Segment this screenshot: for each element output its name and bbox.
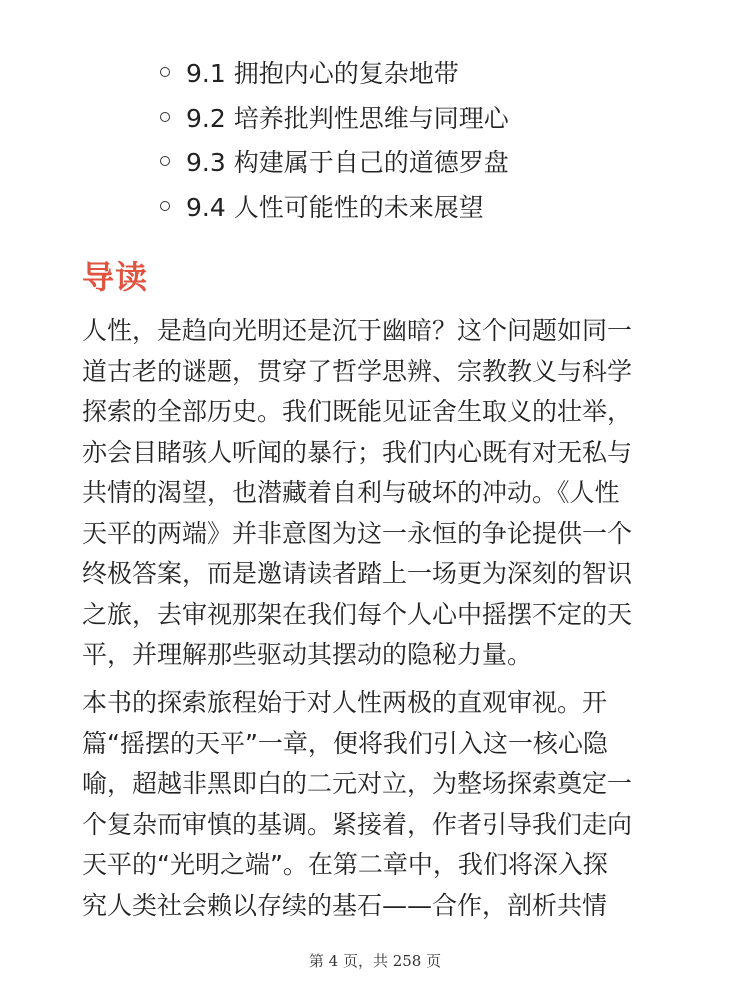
page-number-footer: 第 4 页，共 258 页 [308, 952, 442, 970]
text-line: 平，并理解那些驱动其摆动的隐秘力量。 [82, 640, 533, 669]
toc-item[interactable] [160, 184, 509, 229]
text-line: 天平的两端》并非意图为这一永恒的争论提供一个 [82, 518, 633, 548]
table-of-contents [160, 50, 509, 228]
text-line: 道古老的谜题，贯穿了哲学思辨、宗教教义与科学 [82, 356, 633, 386]
toc-item-label: 9.2 培养批判性思维与同理心 [186, 103, 509, 133]
text-line: 人性，是趋向光明还是沉于幽暗？这个问题如同一 [82, 316, 633, 345]
circle-bullet-icon [160, 201, 170, 211]
text-line: 个复杂而审慎的基调。紧接着，作者引导我们走向 [82, 809, 633, 839]
toc-item-label: 9.4 人性可能性的未来展望 [186, 192, 484, 222]
text-line: 之旅，去审视那架在我们每个人心中摇摆不定的天 [82, 599, 633, 629]
toc-item[interactable] [160, 50, 509, 95]
toc-item-label: 9.1 拥抱内心的复杂地带 [186, 59, 459, 89]
toc-item[interactable] [160, 139, 509, 184]
section-heading: 导读 [82, 258, 149, 296]
text-line: 天平的“光明之端”。在第二章中，我们将深入探 [82, 850, 608, 879]
circle-bullet-icon [160, 156, 170, 166]
text-line: 共情的渴望，也潜藏着自利与破坏的冲动。《人性 [82, 478, 620, 507]
body-paragraph-2 [82, 683, 682, 926]
text-line: 本书的探索旅程始于对人性两极的直观审视。开 [82, 688, 608, 717]
text-line: 亦会目睹骇人听闻的暴行；我们内心既有对无私与 [82, 437, 633, 467]
circle-bullet-icon [160, 67, 170, 77]
toc-item[interactable] [160, 95, 509, 140]
text-line: 篇“摇摆的天平”一章，便将我们引入这一核心隐 [82, 728, 608, 758]
body-paragraph-1 [82, 311, 682, 676]
toc-item-label: 9.3 构建属于自己的道德罗盘 [186, 148, 509, 178]
text-line: 究人类社会赖以存续的基石——合作，剖析共情 [82, 890, 608, 920]
text-line: 终极答案，而是邀请读者踏上一场更为深刻的智识 [82, 559, 633, 588]
circle-bullet-icon [160, 112, 170, 122]
text-line: 喻，超越非黑即白的二元对立，为整场探索奠定一 [82, 769, 633, 798]
text-line: 探索的全部历史。我们既能见证舍生取义的壮举， [82, 397, 633, 426]
